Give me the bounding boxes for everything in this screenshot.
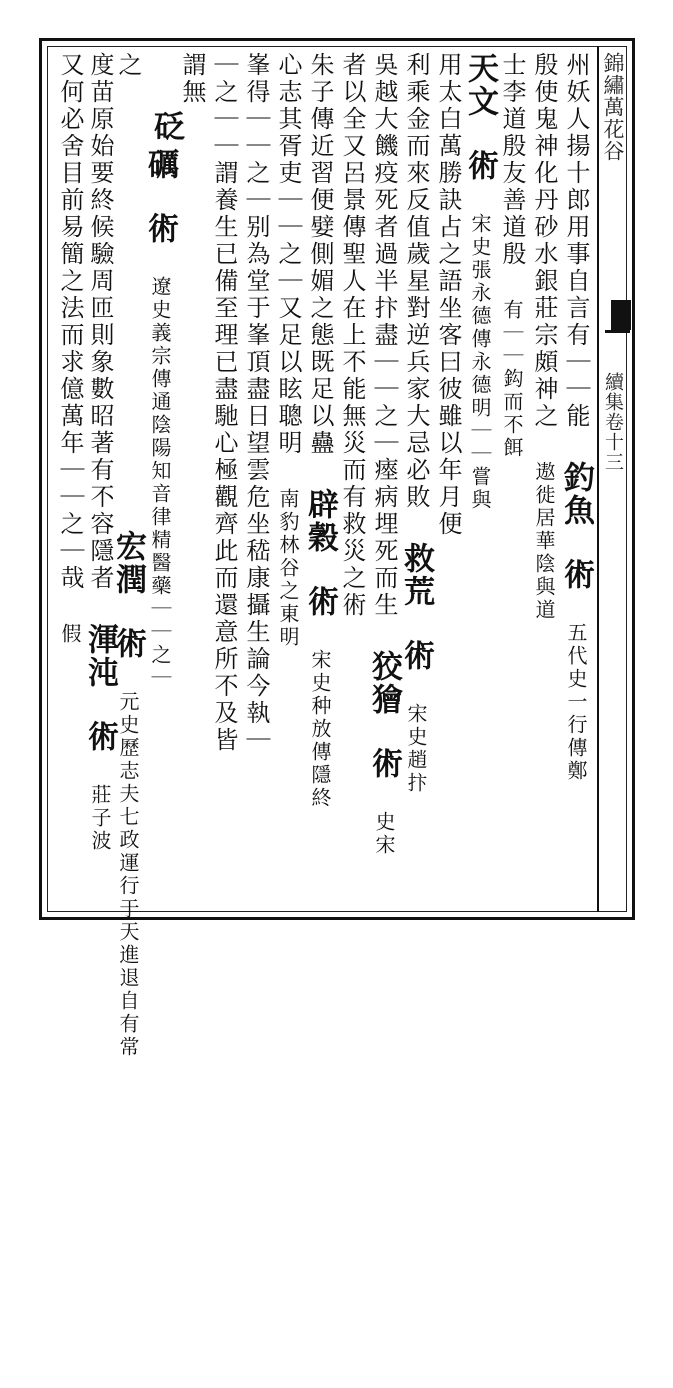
heading-term: 辟穀 xyxy=(302,488,338,554)
column-text: 士李道殷友善道殷 xyxy=(498,52,526,268)
column-note: 假 xyxy=(58,623,82,646)
column-text: 用太白萬勝訣占之語坐客曰彼雖以年月便 xyxy=(434,52,462,538)
heading-suffix: 術 xyxy=(142,212,178,245)
column-note: 宋史趙抃 xyxy=(404,703,428,795)
column-text: 利乘金而來反值歲星對逆兵家大忌必敗 xyxy=(402,52,430,511)
text-column-12 xyxy=(208,52,240,910)
text-column-9 xyxy=(304,52,336,910)
text-column-18 xyxy=(84,52,116,910)
heading-term: 渾沌 xyxy=(82,623,118,689)
heading-suffix: 術 xyxy=(398,639,434,672)
heading-term: 救荒 xyxy=(398,542,434,608)
column-text: 州妖人揚十郎用事自言有｜｜能 xyxy=(562,52,590,430)
heading-term: 砭 xyxy=(148,110,184,143)
fish-tail-mark xyxy=(611,300,631,330)
column-text: 峯得｜｜之｜别為堂于峯頂盡日望雲危坐嵇康攝生論今執｜ xyxy=(242,52,270,754)
text-column-1 xyxy=(560,52,592,910)
column-text: 心志其胥吏｜｜之｜又足以眩聰明 xyxy=(274,52,302,457)
heading-suffix: 術 xyxy=(302,585,338,618)
text-column-2 xyxy=(528,52,560,910)
fold-bar xyxy=(605,330,630,333)
heading-suffix: 術 xyxy=(366,747,402,780)
fold-title: 錦繡萬花谷 xyxy=(601,52,625,162)
fold-strip xyxy=(597,46,627,912)
column-note: 有｜｜鈎而不餌 xyxy=(500,299,524,460)
column-note: 元史歷志夫七政運行于天進退自有常 xyxy=(116,691,140,1059)
column-note: 史宋 xyxy=(372,811,396,857)
text-column-19 xyxy=(54,52,86,910)
column-note: 莊子波 xyxy=(88,784,112,853)
column-text: 之 xyxy=(114,52,142,79)
column-text: 者以全又呂景傳聖人在上不能無災而有救災之術 xyxy=(338,52,366,619)
column-text: ｜之｜｜謂養生已備至理已盡馳心極觀齊此而還意所不及皆 xyxy=(210,52,238,754)
text-column-6 xyxy=(400,52,432,910)
text-column-4 xyxy=(464,52,496,910)
fold-volume: 續集卷十三 xyxy=(602,372,624,472)
column-text: 謂無 xyxy=(178,52,206,106)
column-text: 又何必舍目前易簡之法而求億萬年｜｜之｜哉 xyxy=(56,52,84,592)
column-text: 度苗原始要終候驗周匝則象數昭著有不容隱者 xyxy=(86,52,114,592)
column-text: 吳越大饑疫死者過半抃盡｜｜之｜瘞病埋死而生 xyxy=(370,52,398,619)
column-text: 朱子傳近習便嬖側媚之態既足以蠱 xyxy=(306,52,334,457)
text-column-7 xyxy=(368,52,400,910)
text-column-11 xyxy=(240,52,272,910)
column-note: 南豹林谷之東明 xyxy=(276,488,300,649)
heading-term: 狡獪 xyxy=(366,650,402,716)
text-column-8 xyxy=(336,52,368,910)
heading-suffix: 術 xyxy=(558,558,594,591)
heading-suffix: 術 xyxy=(462,149,498,182)
text-column-15 xyxy=(144,148,176,1006)
heading-term: 宏潤 xyxy=(110,530,146,596)
column-note: 遼史義宗傳通陰陽知音律精醫藥｜｜之｜ xyxy=(148,276,172,690)
heading-term: 礪 xyxy=(142,148,178,181)
heading-suffix: 術 xyxy=(82,720,118,753)
column-note: 五代史一行傳鄭 xyxy=(564,622,588,783)
heading-term: 釣魚 xyxy=(558,461,594,527)
text-column-3 xyxy=(496,52,528,910)
column-note: 宋史張永德傳永德明｜｜嘗與 xyxy=(468,213,492,512)
text-column-10 xyxy=(272,52,304,910)
text-column-5 xyxy=(432,52,464,910)
heading-term: 天文 xyxy=(462,52,498,118)
column-note: 宋史种放傳隱終 xyxy=(308,649,332,810)
heading-suffix: 術 xyxy=(110,627,146,660)
column-text: 殷使鬼神化丹砂水銀莊宗頗神之 xyxy=(530,52,558,430)
column-note: 遨徙居華陰與道 xyxy=(532,461,556,622)
